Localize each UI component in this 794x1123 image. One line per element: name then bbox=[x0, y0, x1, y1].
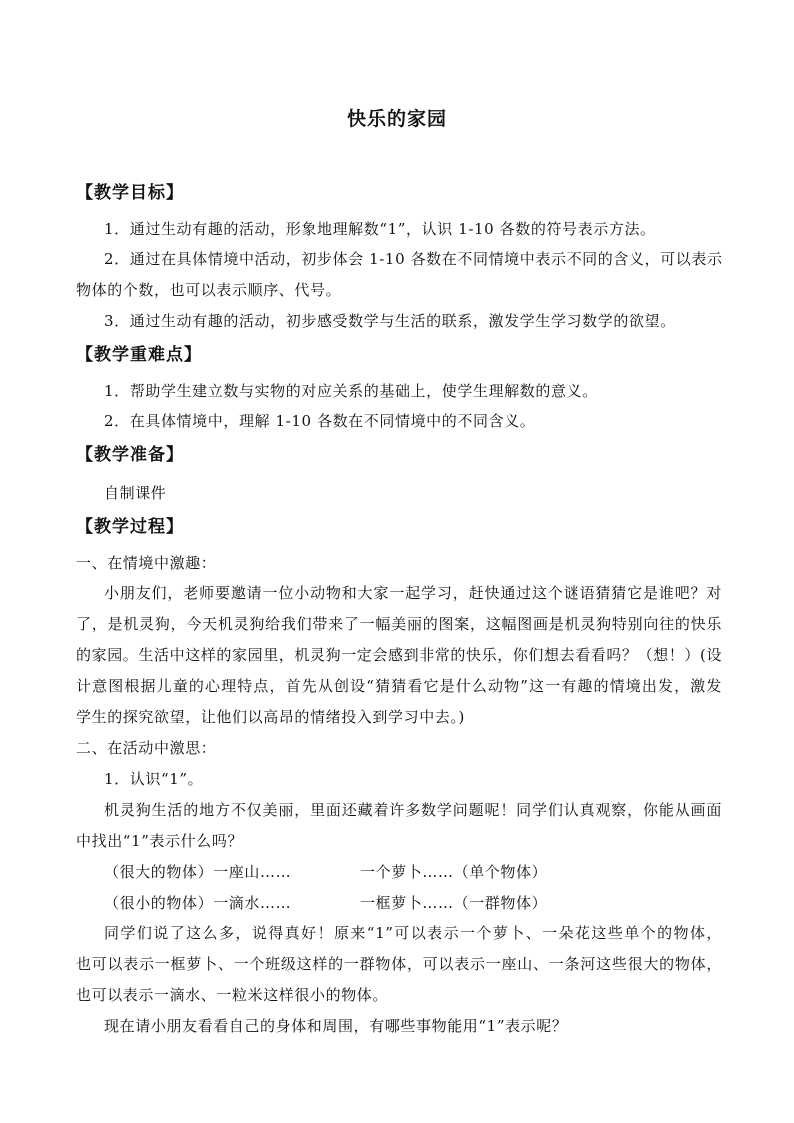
section-heading-process: 【教学过程】 bbox=[76, 517, 184, 537]
section-heading-prep: 【教学准备】 bbox=[76, 445, 184, 465]
process-part2-title: 二、在活动中激思： bbox=[76, 739, 217, 757]
page-title: 快乐的家园 bbox=[346, 108, 447, 130]
paragraph-line: 现在请小朋友看看自己的身体和周围，有哪些事物能用“1”表示呢？ bbox=[104, 1017, 568, 1035]
goal-item: 1．通过生动有趣的活动，形象地理解数“1”，认识 1-10 各数的符号表示方法。 bbox=[104, 220, 656, 238]
paragraph-line: 也可以表示一框萝卜、一个班级这样的一群物体，可以表示一座山、一条河这些很大的物体， bbox=[76, 955, 722, 973]
prep-text: 自制课件 bbox=[104, 484, 167, 502]
key-point-item: 1．帮助学生建立数与实物的对应关系的基础上，使学生理解数的意义。 bbox=[104, 382, 598, 400]
paragraph-line: 同学们说了这么多，说得真好！原来“1”可以表示一个萝卜、一朵花这些单个的物体， bbox=[104, 924, 722, 942]
section-heading-goals: 【教学目标】 bbox=[76, 183, 184, 203]
example-left: （很大的物体）一座山…… bbox=[104, 863, 292, 881]
example-right: 一框萝卜……（一群物体） bbox=[360, 894, 548, 912]
goal-item-continued: 物体的个数，也可以表示顺序、代号。 bbox=[76, 281, 342, 299]
key-point-item: 2．在具体情境中，理解 1-10 各数在不同情境中的不同含义。 bbox=[104, 412, 536, 430]
goal-item: 3．通过生动有趣的活动，初步感受数学与生活的联系，激发学生学习数学的欲望。 bbox=[104, 312, 676, 330]
paragraph-line: 也可以表示一滴水、一粒米这样很小的物体。 bbox=[76, 986, 389, 1004]
example-right: 一个萝卜……（单个物体） bbox=[360, 863, 548, 881]
section-heading-key-points: 【教学重难点】 bbox=[76, 345, 202, 365]
paragraph-line: 学生的探究欲望，让他们以高昂的情绪投入到学习中去。) bbox=[76, 708, 465, 726]
paragraph-line: 中找出“1”表示什么吗？ bbox=[76, 832, 244, 850]
paragraph-line: 机灵狗生活的地方不仅美丽，里面还藏着许多数学问题呢！同学们认真观察，你能从画面 bbox=[104, 801, 722, 819]
paragraph-line: 的家园。生活中这样的家园里，机灵狗一定会感到非常的快乐，你们想去看看吗？（想！）(设 bbox=[76, 646, 723, 664]
paragraph-line: 小朋友们，老师要邀请一位小动物和大家一起学习，赶快通过这个谜语猜猜它是谁吧？对 bbox=[104, 584, 722, 602]
paragraph-line: 计意图根据儿童的心理特点，首先从创设“猜猜看它是什么动物”这一有趣的情境出发，激发 bbox=[76, 677, 722, 695]
goal-item: 2．通过在具体情境中活动，初步体会 1-10 各数在不同情境中表示不同的含义，可以表示 bbox=[104, 250, 723, 268]
example-left: （很小的物体）一滴水…… bbox=[104, 894, 292, 912]
process-part1-title: 一、在情境中激趣： bbox=[76, 554, 217, 572]
process-part2-subtitle: 1．认识“1”。 bbox=[104, 770, 204, 788]
paragraph-line: 了，是机灵狗，今天机灵狗给我们带来了一幅美丽的图案，这幅图画是机灵狗特别向往的快乐 bbox=[76, 615, 722, 633]
